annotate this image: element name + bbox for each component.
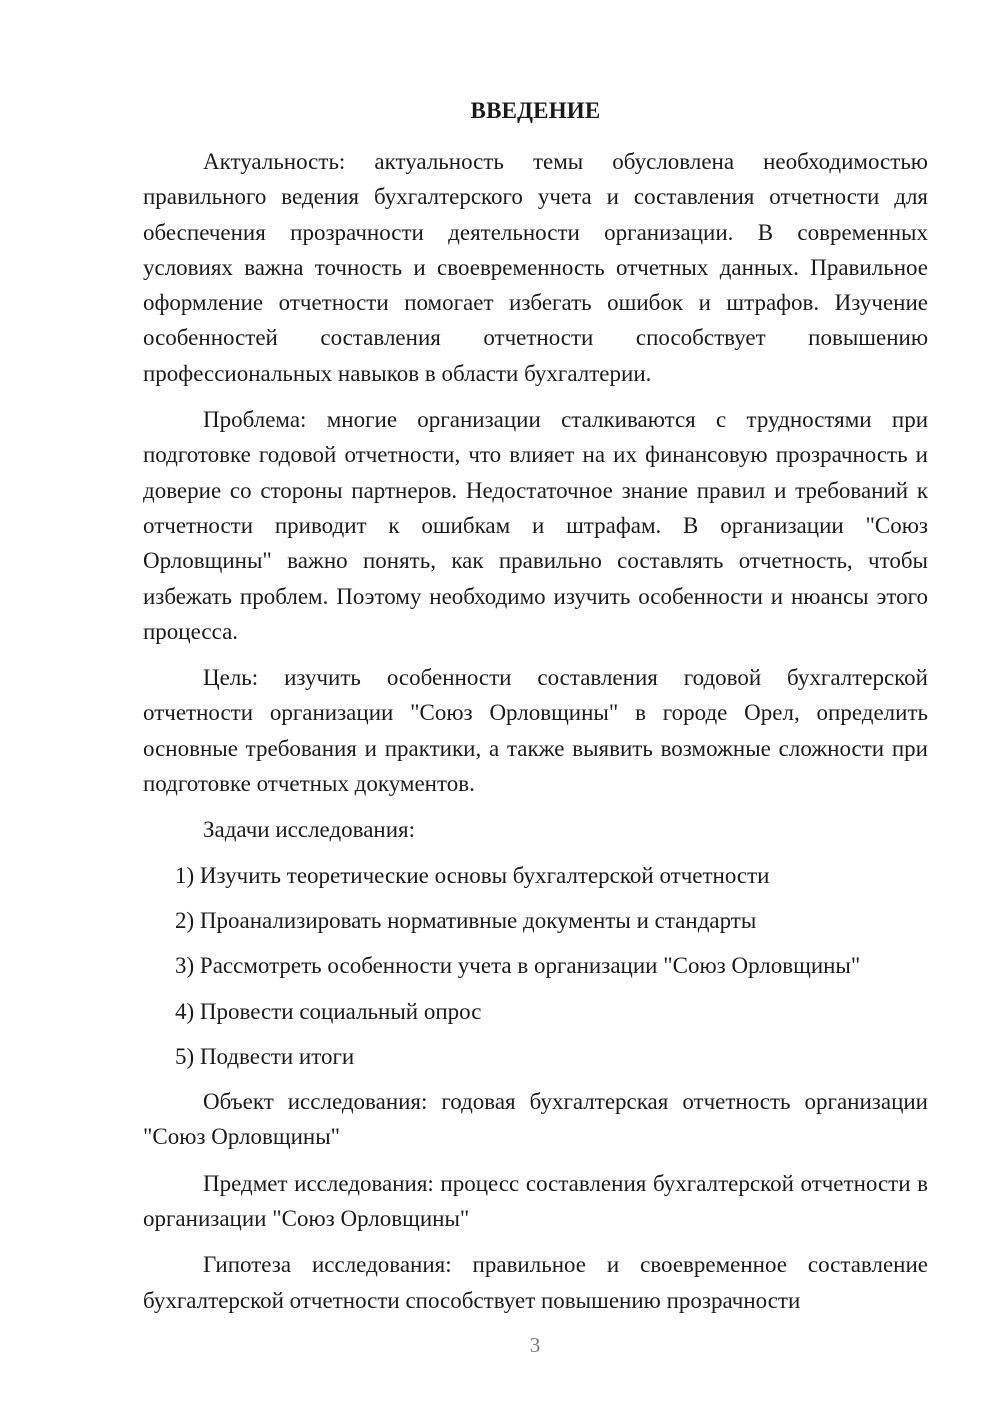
list-item: 4) Провести социальный опрос bbox=[175, 998, 482, 1024]
paragraph-relevance: Актуальность: актуальность темы обусловлена необходимостью правильного ведения бухгалтерского учета и составления отчетности для обеспечения прозрачности деятельности организации. В современных условиях важна точность и своевременность отчетных данных. Правильное оформление отчетности помогает избегать ошибок и штрафов. Изучение особенностей составления отчетности способствует повышению профессиональных навыков в области бухгалтерии. bbox=[143, 149, 928, 386]
paragraph-goal: Цель: изучить особенности составления годовой бухгалтерской отчетности организации "Союз Орловщины" в городе Орел, определить основные требования и практики, а также выявить возможные сложности при подготовке отчетных документов. bbox=[143, 665, 928, 797]
page-number: 3 bbox=[529, 1333, 541, 1357]
list-item: 2) Проанализировать нормативные документы и стандарты bbox=[175, 907, 757, 933]
tasks-title: Задачи исследования: bbox=[203, 817, 416, 843]
page-title: ВВЕДЕНИЕ bbox=[470, 98, 601, 123]
list-item: 5) Подвести итоги bbox=[175, 1043, 355, 1069]
tasks-list bbox=[143, 858, 928, 1074]
paragraph-object: Объект исследования: годовая бухгалтерская отчетность организации "Союз Орловщины" bbox=[143, 1089, 928, 1150]
list-item: 3) Рассмотреть особенности учета в организации "Союз Орловщины" bbox=[175, 953, 861, 979]
paragraph-subject: Предмет исследования: процесс составления бухгалтерской отчетности в организации "Союз Орловщины" bbox=[143, 1170, 928, 1232]
list-item: 1) Изучить теоретические основы бухгалтерской отчетности bbox=[175, 862, 770, 888]
paragraph-problem: Проблема: многие организации сталкиваются с трудностями при подготовке годовой отчетности, что влияет на их финансовую прозрачность и доверие со стороны партнеров. Недостаточное знание правил и требований к отчетности приводит к ошибкам и штрафам. В организации "Союз Орловщины" важно понять, как правильно составлять отчетность, чтобы избежать проблем. Поэтому необходимо изучить особенности и нюансы этого процесса. bbox=[143, 407, 928, 644]
paragraph-hypothesis: Гипотеза исследования: правильное и своевременное составление бухгалтерской отчетности способствует повышению прозрачности bbox=[143, 1252, 928, 1313]
page-content bbox=[143, 96, 928, 1329]
